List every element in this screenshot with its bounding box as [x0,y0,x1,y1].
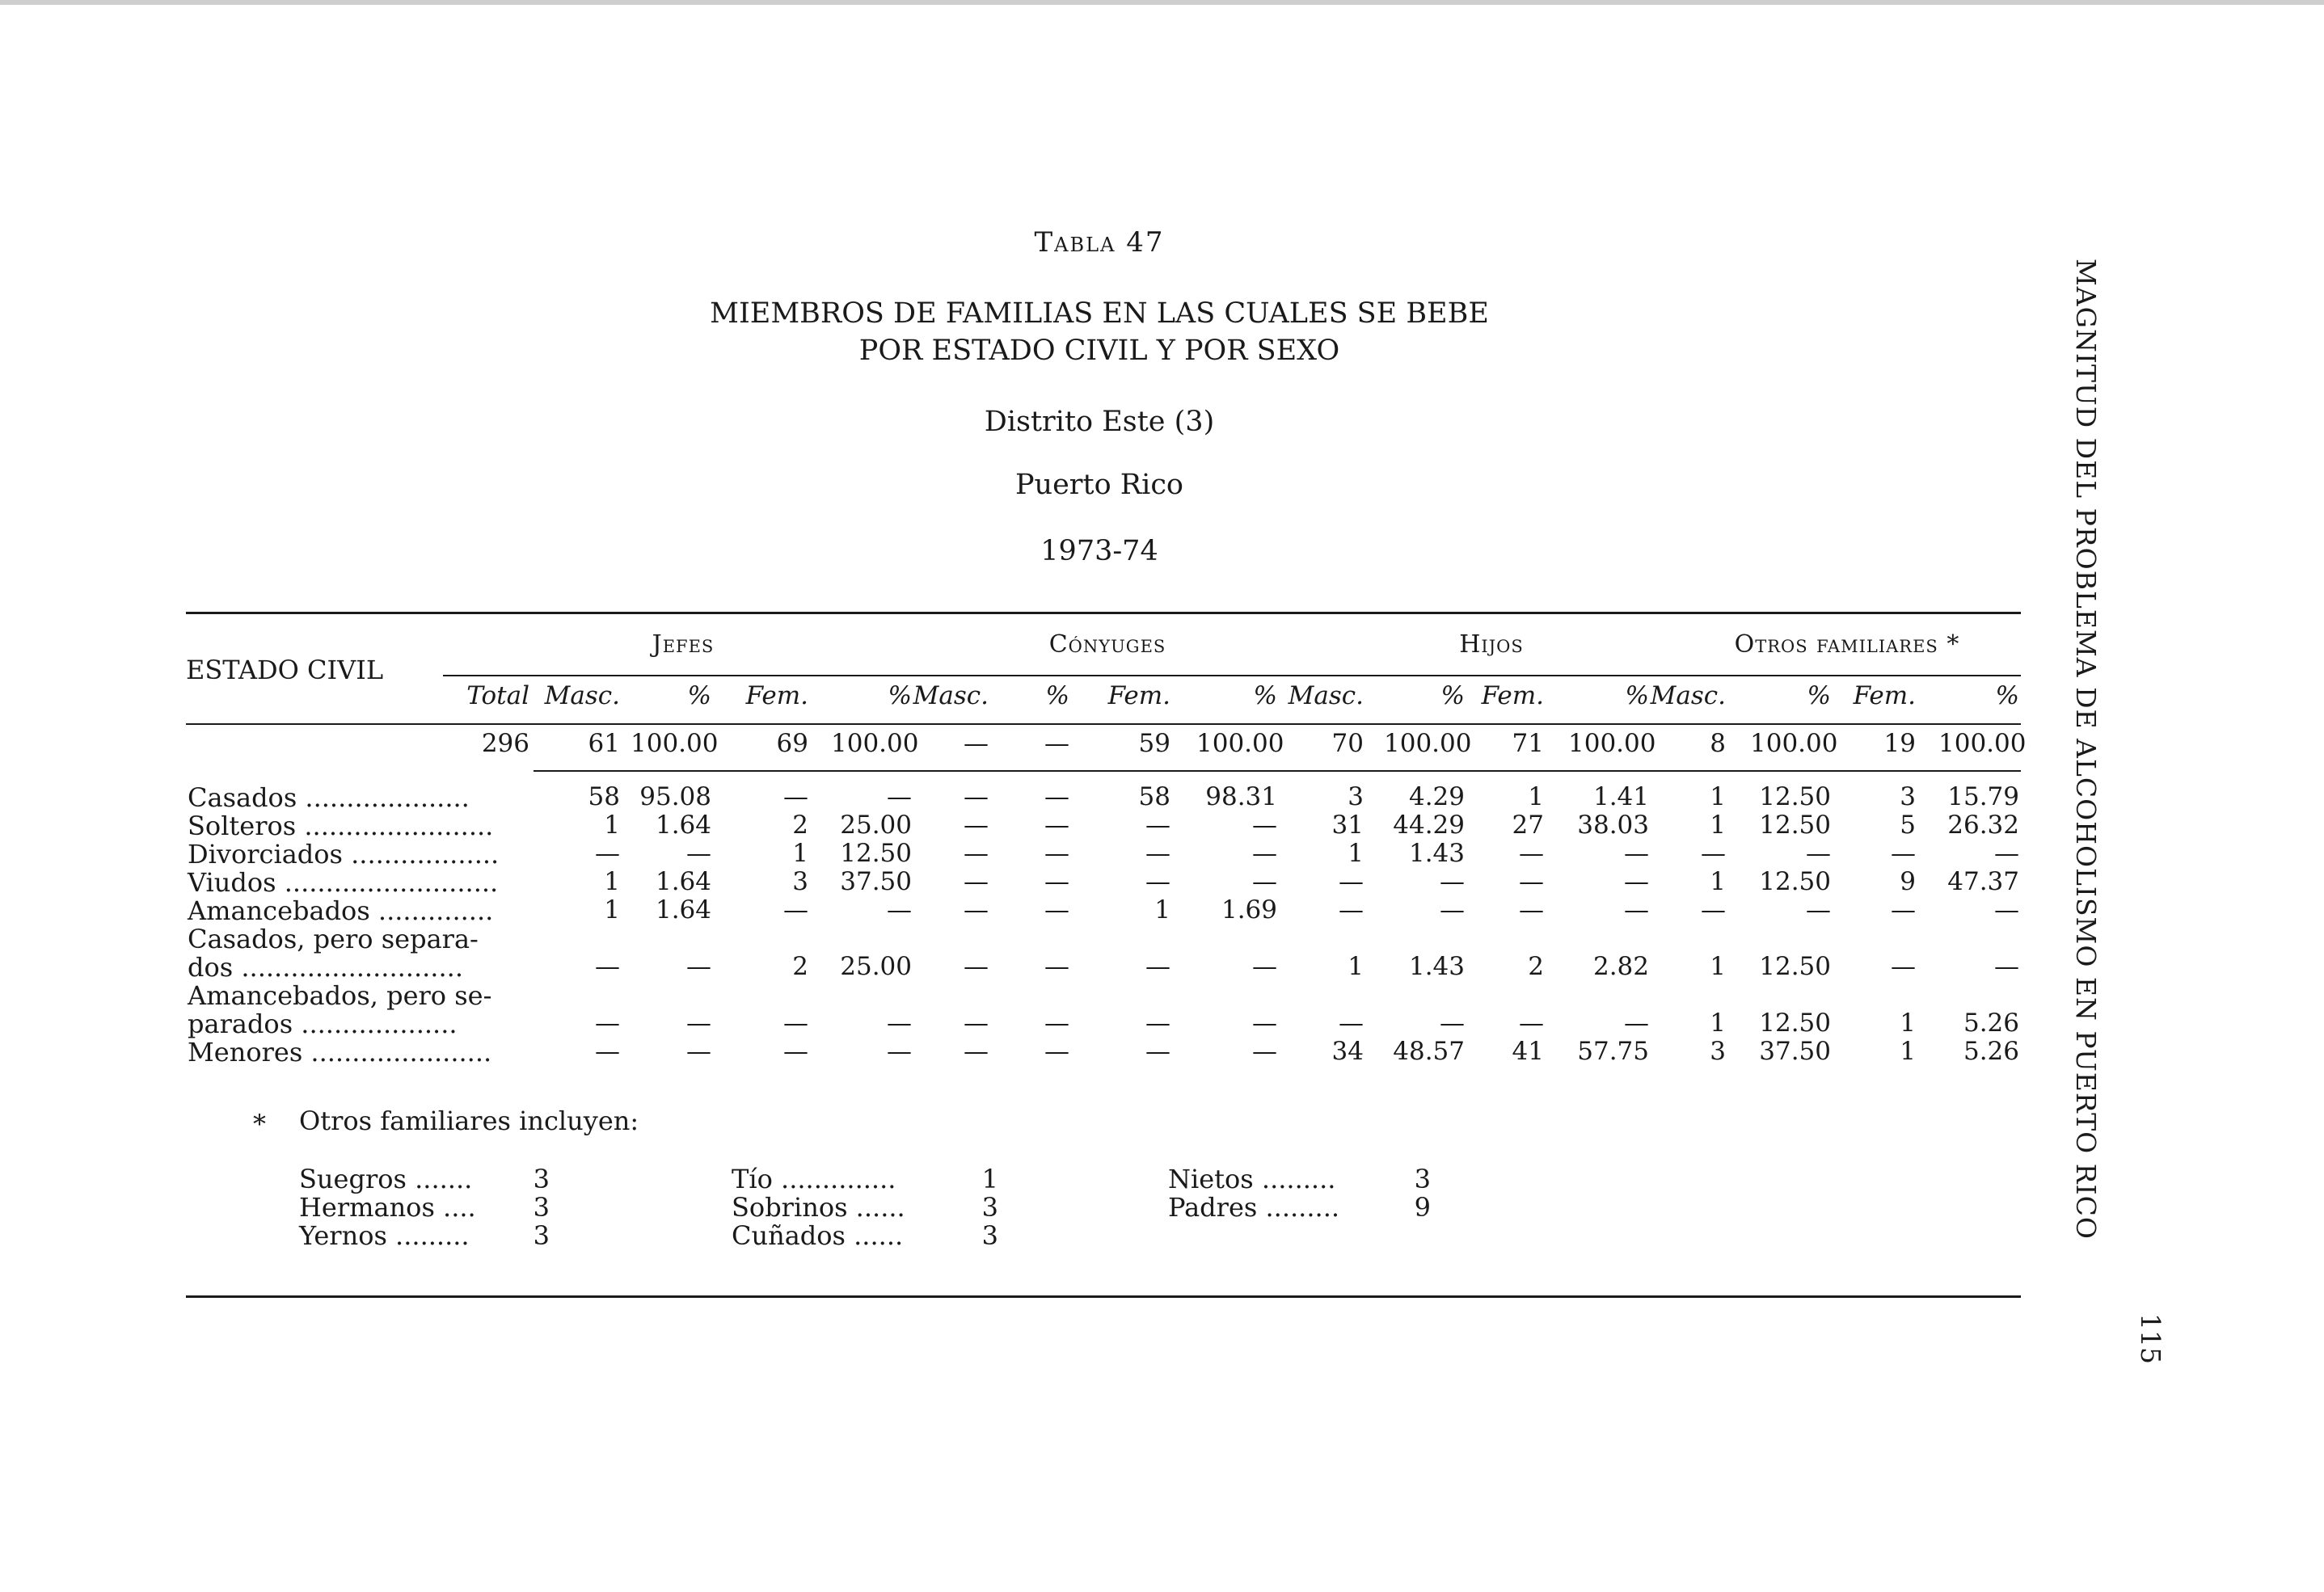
table-cell-6-15: 1 [1900,1009,1916,1038]
total-row-rule [534,770,2021,772]
total-cell-4: 100.00 [831,729,919,758]
table-cell-4-8: 1.69 [1221,895,1277,924]
column-header-rule [186,723,2021,725]
column-header-4: % [888,681,912,710]
column-header-11: Fem. [1481,681,1544,710]
table-cell-0-6: — [1044,782,1069,811]
table-cell-4-13: — [1701,895,1726,924]
table-cell-4-6: — [1044,895,1069,924]
column-header-2: % [687,681,711,710]
table-cell-5-8: — [1252,952,1277,981]
table-cell-0-4: — [887,782,912,811]
table-cell-2-1: — [595,839,620,868]
table-cell-7-9: 34 [1331,1037,1364,1066]
table-cell-1-5: — [964,811,989,840]
table-cell-5-2: — [686,952,711,981]
table-cell-0-8: 98.31 [1205,782,1277,811]
footnote-value-2: 3 [533,1220,550,1251]
table-cell-2-10: 1.43 [1408,839,1465,868]
group-header-2: Hijos [1459,630,1524,659]
total-cell-12: 100.00 [1568,729,1656,758]
table-cell-3-9: — [1339,867,1364,896]
table-year: 1973-74 [1040,535,1158,567]
table-cell-6-5: — [964,1009,989,1038]
table-cell-1-1: 1 [604,811,620,840]
table-cell-7-6: — [1044,1037,1069,1066]
total-cell-8: 100.00 [1196,729,1284,758]
group-header-1: Cónyuges [1048,630,1166,659]
row-label-cont-6: parados ................... [188,1009,458,1039]
row-label-7: Menores ...................... [188,1037,492,1068]
table-cell-0-10: 4.29 [1408,782,1465,811]
table-cell-3-6: — [1044,867,1069,896]
table-cell-7-15: 1 [1900,1037,1916,1066]
table-cell-2-4: 12.50 [840,839,912,868]
table-cell-4-11: — [1519,895,1544,924]
row-label-1: Solteros ....................... [188,811,494,841]
column-header-13: Masc. [1650,681,1726,710]
table-cell-0-2: 95.08 [639,782,711,811]
table-cell-4-3: — [783,895,808,924]
table-cell-3-8: — [1252,867,1277,896]
table-cell-3-5: — [964,867,989,896]
footnote-item-7: Padres ......... [1168,1192,1340,1223]
table-cell-1-6: — [1044,811,1069,840]
table-cell-3-14: 12.50 [1759,867,1831,896]
column-header-12: % [1625,681,1649,710]
group-header-rule [443,675,2021,676]
table-cell-3-10: — [1440,867,1465,896]
table-cell-5-14: 12.50 [1759,952,1831,981]
table-cell-6-13: 1 [1710,1009,1726,1038]
table-cell-4-2: 1.64 [655,895,711,924]
table-title-line-2: POR ESTADO CIVIL Y POR SEXO [858,335,1340,367]
table-cell-5-13: 1 [1710,952,1726,981]
table-cell-2-5: — [964,839,989,868]
table-cell-6-16: 5.26 [1963,1009,2019,1038]
table-cell-5-3: 2 [792,952,808,981]
table-cell-0-16: 15.79 [1947,782,2019,811]
footnote-intro: Otros familiares incluyen: [299,1106,639,1136]
table-cell-5-7: — [1145,952,1170,981]
table-cell-1-10: 44.29 [1393,811,1465,840]
table-cell-4-4: — [887,895,912,924]
column-header-10: % [1440,681,1465,710]
footnote-item-6: Nietos ......... [1168,1164,1336,1194]
table-cell-7-13: 3 [1710,1037,1726,1066]
footnote-item-0: Suegros ....... [299,1164,473,1194]
table-cell-1-14: 12.50 [1759,811,1831,840]
table-cell-3-2: 1.64 [655,867,711,896]
table-cell-1-3: 2 [792,811,808,840]
table-cell-2-6: — [1044,839,1069,868]
table-cell-4-14: — [1806,895,1831,924]
column-header-9: Masc. [1288,681,1364,710]
table-cell-5-10: 1.43 [1408,952,1465,981]
total-cell-0: 296 [481,729,529,758]
table-cell-1-12: 38.03 [1577,811,1649,840]
row-label-3: Viudos .......................... [188,867,499,898]
total-cell-6: — [1044,729,1069,758]
table-cell-0-13: 1 [1710,782,1726,811]
row-label-cont-5: dos ........................... [188,952,463,983]
table-cell-2-11: — [1519,839,1544,868]
table-cell-3-13: 1 [1710,867,1726,896]
table-cell-3-15: 9 [1900,867,1916,896]
footnote-marker: * [253,1109,266,1139]
table-cell-5-15: — [1891,952,1916,981]
table-cell-1-15: 5 [1900,811,1916,840]
footnote-item-4: Sobrinos ...... [732,1192,905,1223]
table-cell-3-16: 47.37 [1947,867,2019,896]
column-header-15: Fem. [1853,681,1916,710]
table-cell-2-2: — [686,839,711,868]
footnote-value-0: 3 [533,1164,550,1194]
footnote-value-1: 3 [533,1192,550,1223]
total-cell-2: 100.00 [631,729,719,758]
table-cell-1-13: 1 [1710,811,1726,840]
scan-edge-rule [0,0,2324,5]
table-cell-6-10: — [1440,1009,1465,1038]
table-cell-1-11: 27 [1512,811,1544,840]
table-place: Puerto Rico [1014,469,1184,501]
table-cell-7-11: 41 [1512,1037,1544,1066]
total-cell-3: 69 [776,729,808,758]
table-cell-1-4: 25.00 [840,811,912,840]
footnote-item-1: Hermanos .... [299,1192,476,1223]
table-cell-6-2: — [686,1009,711,1038]
table-cell-7-5: — [964,1037,989,1066]
footnote-item-5: Cuñados ...... [732,1220,904,1251]
total-cell-15: 19 [1883,729,1916,758]
column-header-0: Total [466,681,529,710]
table-cell-4-1: 1 [604,895,620,924]
table-cell-0-15: 3 [1900,782,1916,811]
table-cell-7-10: 48.57 [1393,1037,1465,1066]
footnote-item-3: Tío .............. [732,1164,896,1194]
table-cell-0-12: 1.41 [1592,782,1649,811]
table-district: Distrito Este (3) [984,406,1215,438]
table-cell-7-2: — [686,1037,711,1066]
total-cell-13: 8 [1710,729,1726,758]
row-label-2: Divorciados .................. [188,839,500,870]
table-cell-5-5: — [964,952,989,981]
total-cell-10: 100.00 [1384,729,1472,758]
total-cell-11: 71 [1512,729,1544,758]
table-cell-3-7: — [1145,867,1170,896]
column-header-1: Masc. [544,681,620,710]
table-cell-2-8: — [1252,839,1277,868]
table-title-line-1: MIEMBROS DE FAMILIAS EN LAS CUALES SE BEBE [710,297,1489,330]
table-cell-7-8: — [1252,1037,1277,1066]
table-cell-0-11: 1 [1528,782,1544,811]
table-cell-0-5: — [964,782,989,811]
table-cell-3-4: 37.50 [840,867,912,896]
footnote-value-3: 1 [981,1164,998,1194]
table-cell-6-4: — [887,1009,912,1038]
table-cell-0-14: 12.50 [1759,782,1831,811]
table-cell-6-9: — [1339,1009,1364,1038]
total-cell-14: 100.00 [1750,729,1838,758]
column-header-7: Fem. [1107,681,1170,710]
running-head: MAGNITUD DEL PROBLEMA DE ALCOHOLISMO EN PUERTO RICO [2070,259,2102,1240]
table-cell-2-13: — [1701,839,1726,868]
footnote-value-5: 3 [981,1220,998,1251]
group-header-3: Otros familiares * [1734,630,1960,659]
table-cell-1-9: 31 [1331,811,1364,840]
table-cell-2-16: — [1994,839,2019,868]
table-cell-2-12: — [1624,839,1649,868]
table-top-rule [186,612,2021,614]
total-cell-1: 61 [588,729,620,758]
table-cell-5-6: — [1044,952,1069,981]
table-cell-5-4: 25.00 [840,952,912,981]
table-cell-5-1: — [595,952,620,981]
table-cell-1-16: 26.32 [1947,811,2019,840]
table-cell-6-14: 12.50 [1759,1009,1831,1038]
total-cell-5: — [964,729,989,758]
table-cell-0-7: 58 [1138,782,1170,811]
table-cell-3-3: 3 [792,867,808,896]
table-number: Tabla 47 [1034,226,1165,259]
table-cell-3-12: — [1624,867,1649,896]
table-cell-7-1: — [595,1037,620,1066]
table-cell-4-10: — [1440,895,1465,924]
table-cell-1-2: 1.64 [655,811,711,840]
footnote-value-7: 9 [1414,1192,1431,1223]
table-cell-6-1: — [595,1009,620,1038]
total-cell-16: 100.00 [1938,729,2027,758]
column-header-8: % [1253,681,1277,710]
table-cell-7-16: 5.26 [1963,1037,2019,1066]
table-cell-2-15: — [1891,839,1916,868]
table-cell-4-7: 1 [1154,895,1170,924]
table-cell-6-11: — [1519,1009,1544,1038]
table-cell-5-16: — [1994,952,2019,981]
column-header-6: % [1045,681,1069,710]
table-cell-4-5: — [964,895,989,924]
table-cell-4-16: — [1994,895,2019,924]
column-header-16: % [1995,681,2019,710]
row-label-0: Casados .................... [188,782,470,813]
table-cell-6-3: — [783,1009,808,1038]
table-cell-6-7: — [1145,1009,1170,1038]
table-cell-7-3: — [783,1037,808,1066]
table-cell-5-12: 2.82 [1592,952,1649,981]
table-cell-2-7: — [1145,839,1170,868]
table-cell-5-11: 2 [1528,952,1544,981]
table-cell-3-1: 1 [604,867,620,896]
total-cell-7: 59 [1138,729,1170,758]
table-cell-6-6: — [1044,1009,1069,1038]
page-number: 115 [2135,1313,2166,1364]
table-cell-7-4: — [887,1037,912,1066]
table-cell-0-1: 58 [588,782,620,811]
column-header-14: % [1807,681,1831,710]
stub-header: ESTADO CIVIL [186,655,384,685]
table-cell-3-11: — [1519,867,1544,896]
table-cell-7-7: — [1145,1037,1170,1066]
table-cell-6-8: — [1252,1009,1277,1038]
table-cell-1-7: — [1145,811,1170,840]
table-cell-5-9: 1 [1348,952,1364,981]
table-cell-1-8: — [1252,811,1277,840]
table-cell-0-9: 3 [1348,782,1364,811]
footnote-item-2: Yernos ......... [299,1220,470,1251]
row-label-5: Casados, pero separa- [188,924,479,954]
table-cell-2-14: — [1806,839,1831,868]
table-cell-0-3: — [783,782,808,811]
table-cell-4-12: — [1624,895,1649,924]
table-cell-4-15: — [1891,895,1916,924]
table-cell-7-12: 57.75 [1577,1037,1649,1066]
column-header-3: Fem. [745,681,808,710]
column-header-5: Masc. [913,681,989,710]
footnote-value-6: 3 [1414,1164,1431,1194]
table-cell-7-14: 37.50 [1759,1037,1831,1066]
group-header-0: Jefes [652,630,715,659]
table-cell-6-12: — [1624,1009,1649,1038]
table-cell-4-9: — [1339,895,1364,924]
row-label-6: Amancebados, pero se- [188,980,492,1011]
total-cell-9: 70 [1331,729,1364,758]
footnote-value-4: 3 [981,1192,998,1223]
row-label-4: Amancebados .............. [188,895,494,926]
table-cell-2-3: 1 [792,839,808,868]
table-bottom-rule [186,1295,2021,1298]
table-cell-2-9: 1 [1348,839,1364,868]
